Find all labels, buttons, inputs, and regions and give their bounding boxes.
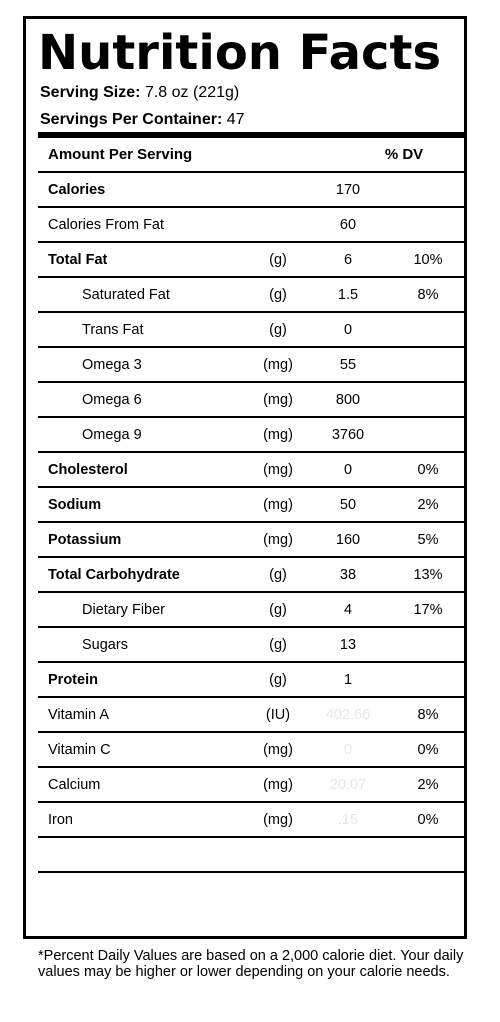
nutrition-facts-panel: [23, 16, 467, 939]
nutrient-unit: (g): [269, 637, 287, 653]
nutrient-amount: 60: [339, 217, 357, 233]
table-header: [38, 138, 464, 173]
nutrient-name: Total Carbohydrate: [48, 567, 180, 583]
table-row: [38, 278, 464, 313]
table-row: [38, 243, 464, 278]
table-row-empty: [38, 838, 464, 873]
nutrient-dv: 0%: [417, 742, 439, 758]
table-row: [38, 803, 464, 838]
table-row: [38, 628, 464, 663]
header-amount-per-serving: Amount Per Serving: [48, 146, 193, 163]
nutrient-amount: 170: [335, 182, 361, 198]
nutrient-dv: 0%: [417, 812, 439, 828]
nutrient-dv: 2%: [417, 777, 439, 793]
nutrient-name: Iron: [48, 812, 73, 828]
nutrient-dv: 5%: [417, 532, 439, 548]
nutrient-dv: 13%: [413, 567, 443, 583]
nutrient-amount: 0: [343, 322, 353, 338]
nutrient-unit: (mg): [263, 392, 293, 408]
nutrient-unit: (g): [269, 252, 287, 268]
table-row: [38, 208, 464, 243]
table-row: [38, 663, 464, 698]
table-row: [38, 733, 464, 768]
nutrient-amount: 50: [339, 497, 357, 513]
serving-size-label: Serving Size:: [40, 84, 141, 101]
nutrient-dv: 8%: [417, 287, 439, 303]
table-row: [38, 418, 464, 453]
nutrient-name: Potassium: [48, 532, 122, 548]
servings-per-container-value: 47: [226, 111, 245, 128]
table-row: [38, 453, 464, 488]
nutrient-amount: 402.66: [325, 707, 371, 723]
table-row: [38, 348, 464, 383]
nutrient-unit: (mg): [263, 812, 293, 828]
nutrient-table: [38, 138, 464, 873]
nutrient-amount: .15: [337, 812, 359, 828]
nutrient-unit: (g): [269, 567, 287, 583]
nutrient-name: Total Fat: [48, 252, 108, 268]
nutrient-unit: (mg): [263, 462, 293, 478]
nutrient-unit: (g): [269, 672, 287, 688]
nutrient-amount: 800: [335, 392, 361, 408]
nutrient-name: Omega 3: [82, 357, 142, 373]
header-percent-dv: % DV: [384, 146, 424, 163]
nutrient-unit: (mg): [263, 497, 293, 513]
label-title: Nutrition Facts: [38, 25, 442, 81]
nutrient-amount: 6: [343, 252, 353, 268]
nutrient-dv: 17%: [413, 602, 443, 618]
nutrient-amount: 160: [335, 532, 361, 548]
nutrient-name: Omega 6: [82, 392, 142, 408]
nutrient-amount: 38: [339, 567, 357, 583]
servings-per-container-label: Servings Per Container:: [40, 111, 223, 128]
nutrient-dv: 8%: [417, 707, 439, 723]
nutrient-name: Sugars: [82, 637, 128, 653]
nutrient-name: Sodium: [48, 497, 102, 513]
nutrient-name: Calories: [48, 182, 106, 198]
footnote: *Percent Daily Values are based on a 2,000 calorie diet. Your daily values may be higher or lower depending on your calorie needs.: [38, 948, 464, 980]
nutrient-unit: (IU): [265, 707, 291, 723]
nutrient-name: Calories From Fat: [48, 217, 165, 233]
nutrient-amount: 3760: [331, 427, 365, 443]
table-row: [38, 313, 464, 348]
nutrient-name: Vitamin A: [48, 707, 109, 723]
servings-per-container: [40, 110, 245, 130]
serving-size-value: 7.8 oz (221g): [144, 84, 240, 101]
nutrient-dv: 10%: [413, 252, 443, 268]
nutrient-amount: 13: [339, 637, 357, 653]
nutrient-amount: 4: [343, 602, 353, 618]
nutrient-amount: 0: [343, 742, 353, 758]
nutrient-name: Dietary Fiber: [82, 602, 165, 618]
nutrient-name: Saturated Fat: [82, 287, 170, 303]
nutrient-unit: (g): [269, 322, 287, 338]
nutrient-name: Vitamin C: [48, 742, 111, 758]
table-row: [38, 558, 464, 593]
nutrient-unit: (mg): [263, 427, 293, 443]
table-row: [38, 593, 464, 628]
nutrient-name: Trans Fat: [82, 322, 144, 338]
nutrient-name: Calcium: [48, 777, 101, 793]
table-row: [38, 768, 464, 803]
table-row: [38, 488, 464, 523]
nutrient-unit: (mg): [263, 357, 293, 373]
nutrient-name: Omega 9: [82, 427, 142, 443]
nutrient-amount: 55: [339, 357, 357, 373]
nutrient-unit: (mg): [263, 742, 293, 758]
table-row: [38, 173, 464, 208]
table-row: [38, 698, 464, 733]
nutrient-name: Protein: [48, 672, 98, 688]
nutrient-unit: (mg): [263, 532, 293, 548]
table-row: [38, 523, 464, 558]
nutrient-name: Cholesterol: [48, 462, 128, 478]
nutrient-amount: 1: [343, 672, 353, 688]
nutrient-amount: 20.07: [329, 777, 367, 793]
nutrient-amount: 0: [343, 462, 353, 478]
nutrient-unit: (mg): [263, 777, 293, 793]
nutrient-unit: (g): [269, 602, 287, 618]
table-row: [38, 383, 464, 418]
nutrient-dv: 2%: [417, 497, 439, 513]
nutrient-amount: 1.5: [337, 287, 359, 303]
nutrient-dv: 0%: [417, 462, 439, 478]
nutrient-unit: (g): [269, 287, 287, 303]
serving-size: [40, 83, 239, 103]
